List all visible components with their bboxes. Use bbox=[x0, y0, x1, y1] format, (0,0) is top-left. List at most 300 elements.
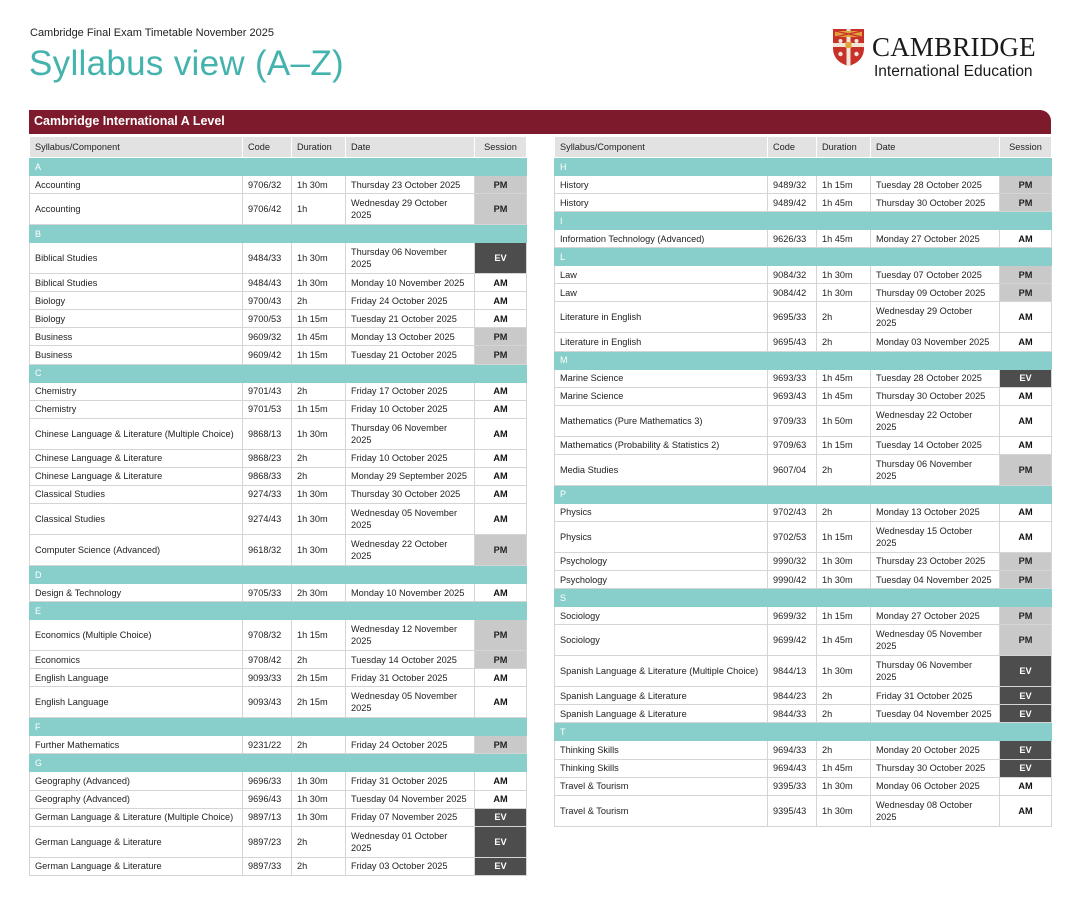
duration-cell: 1h 30m bbox=[817, 795, 871, 826]
section-letter-row bbox=[30, 364, 527, 382]
session-cell: AM bbox=[475, 467, 527, 485]
code-cell: 9706/32 bbox=[243, 176, 292, 194]
session-cell: PM bbox=[1000, 607, 1052, 625]
date-cell: Friday 03 October 2025 bbox=[346, 857, 475, 875]
code-cell: 9696/33 bbox=[243, 772, 292, 790]
session-cell: AM bbox=[475, 584, 527, 602]
syllabus-cell: Accounting bbox=[30, 194, 243, 225]
code-cell: 9844/13 bbox=[768, 656, 817, 687]
syllabus-cell: Literature in English bbox=[555, 333, 768, 351]
session-cell: EV bbox=[1000, 656, 1052, 687]
cambridge-shield-icon bbox=[832, 28, 865, 67]
session-cell: AM bbox=[1000, 302, 1052, 333]
table-row bbox=[555, 369, 1052, 387]
duration-cell: 1h 30m bbox=[817, 777, 871, 795]
session-cell: AM bbox=[475, 310, 527, 328]
section-letter: F bbox=[30, 718, 527, 736]
duration-cell: 2h bbox=[292, 382, 346, 400]
code-cell: 9897/13 bbox=[243, 808, 292, 826]
table-row bbox=[555, 436, 1052, 454]
session-cell: EV bbox=[475, 826, 527, 857]
duration-cell: 1h 15m bbox=[292, 310, 346, 328]
code-cell: 9084/32 bbox=[768, 266, 817, 284]
duration-cell: 1h 30m bbox=[817, 266, 871, 284]
code-cell: 9990/42 bbox=[768, 571, 817, 589]
syllabus-cell: Law bbox=[555, 284, 768, 302]
date-cell: Monday 13 October 2025 bbox=[346, 328, 475, 346]
date-cell: Thursday 30 October 2025 bbox=[871, 759, 1000, 777]
session-cell: PM bbox=[475, 651, 527, 669]
syllabus-cell: History bbox=[555, 176, 768, 194]
session-cell: AM bbox=[475, 292, 527, 310]
code-cell: 9696/43 bbox=[243, 790, 292, 808]
code-cell: 9695/43 bbox=[768, 333, 817, 351]
section-letter-row bbox=[555, 485, 1052, 503]
table-row bbox=[30, 382, 527, 400]
duration-cell: 2h bbox=[292, 449, 346, 467]
date-cell: Wednesday 15 October 2025 bbox=[871, 521, 1000, 552]
syllabus-cell: Marine Science bbox=[555, 387, 768, 405]
duration-cell: 1h 30m bbox=[292, 790, 346, 808]
duration-cell: 1h 30m bbox=[817, 284, 871, 302]
section-letter-row bbox=[555, 248, 1052, 266]
date-cell: Friday 17 October 2025 bbox=[346, 382, 475, 400]
syllabus-cell: Economics (Multiple Choice) bbox=[30, 620, 243, 651]
syllabus-cell: Classical Studies bbox=[30, 504, 243, 535]
duration-cell: 2h 15m bbox=[292, 669, 346, 687]
date-cell: Wednesday 05 November 2025 bbox=[346, 687, 475, 718]
code-cell: 9695/33 bbox=[768, 302, 817, 333]
syllabus-cell: Physics bbox=[555, 503, 768, 521]
code-cell: 9702/43 bbox=[768, 503, 817, 521]
session-cell: AM bbox=[475, 687, 527, 718]
duration-cell: 1h 30m bbox=[817, 552, 871, 570]
duration-cell: 2h bbox=[817, 454, 871, 485]
session-cell: PM bbox=[1000, 284, 1052, 302]
duration-cell: 1h 15m bbox=[292, 346, 346, 364]
section-letter: D bbox=[30, 566, 527, 584]
logo-tagline: International Education bbox=[874, 63, 1033, 80]
syllabus-cell: English Language bbox=[30, 687, 243, 718]
table-row bbox=[30, 274, 527, 292]
table-row bbox=[30, 346, 527, 364]
session-cell: PM bbox=[1000, 266, 1052, 284]
session-cell: AM bbox=[1000, 230, 1052, 248]
date-cell: Friday 10 October 2025 bbox=[346, 400, 475, 418]
session-cell: AM bbox=[1000, 777, 1052, 795]
session-cell: AM bbox=[1000, 387, 1052, 405]
date-cell: Thursday 30 October 2025 bbox=[346, 485, 475, 503]
code-cell: 9709/33 bbox=[768, 405, 817, 436]
cambridge-logo bbox=[832, 28, 1052, 82]
column-header-date: Date bbox=[346, 137, 475, 158]
date-cell: Thursday 23 October 2025 bbox=[871, 552, 1000, 570]
syllabus-cell: Travel & Tourism bbox=[555, 777, 768, 795]
column-header-code: Code bbox=[768, 137, 817, 158]
code-cell: 9395/43 bbox=[768, 795, 817, 826]
duration-cell: 1h 30m bbox=[292, 535, 346, 566]
date-cell: Thursday 09 October 2025 bbox=[871, 284, 1000, 302]
syllabus-cell: Marine Science bbox=[555, 369, 768, 387]
section-letter-row bbox=[30, 754, 527, 772]
session-cell: AM bbox=[1000, 521, 1052, 552]
code-cell: 9618/32 bbox=[243, 535, 292, 566]
code-cell: 9694/33 bbox=[768, 741, 817, 759]
syllabus-cell: Spanish Language & Literature bbox=[555, 705, 768, 723]
syllabus-cell: Biblical Studies bbox=[30, 243, 243, 274]
syllabus-cell: Design & Technology bbox=[30, 584, 243, 602]
syllabus-cell: Biblical Studies bbox=[30, 274, 243, 292]
code-cell: 9626/33 bbox=[768, 230, 817, 248]
table-row bbox=[555, 625, 1052, 656]
syllabus-cell: German Language & Literature bbox=[30, 826, 243, 857]
session-cell: AM bbox=[1000, 436, 1052, 454]
date-cell: Wednesday 22 October 2025 bbox=[871, 405, 1000, 436]
section-letter: B bbox=[30, 225, 527, 243]
code-cell: 9609/32 bbox=[243, 328, 292, 346]
session-cell: EV bbox=[1000, 369, 1052, 387]
date-cell: Monday 27 October 2025 bbox=[871, 607, 1000, 625]
duration-cell: 1h 30m bbox=[292, 772, 346, 790]
date-cell: Friday 24 October 2025 bbox=[346, 292, 475, 310]
table-row bbox=[30, 669, 527, 687]
code-cell: 9897/23 bbox=[243, 826, 292, 857]
duration-cell: 1h 15m bbox=[817, 521, 871, 552]
table-row bbox=[30, 467, 527, 485]
duration-cell: 1h 50m bbox=[817, 405, 871, 436]
column-header-duration: Duration bbox=[292, 137, 346, 158]
date-cell: Friday 24 October 2025 bbox=[346, 736, 475, 754]
table-row bbox=[30, 535, 527, 566]
syllabus-cell: Information Technology (Advanced) bbox=[555, 230, 768, 248]
duration-cell: 1h 30m bbox=[292, 485, 346, 503]
code-cell: 9844/33 bbox=[768, 705, 817, 723]
syllabus-cell: Physics bbox=[555, 521, 768, 552]
column-header-syllabus: Syllabus/Component bbox=[555, 137, 768, 158]
session-cell: AM bbox=[475, 790, 527, 808]
session-cell: AM bbox=[475, 418, 527, 449]
syllabus-cell: Literature in English bbox=[555, 302, 768, 333]
syllabus-cell: Chinese Language & Literature (Multiple Choice) bbox=[30, 418, 243, 449]
table-row bbox=[555, 607, 1052, 625]
table-row bbox=[555, 405, 1052, 436]
section-letter: M bbox=[555, 351, 1052, 369]
duration-cell: 1h 15m bbox=[817, 607, 871, 625]
table-row bbox=[30, 194, 527, 225]
syllabus-cell: Travel & Tourism bbox=[555, 795, 768, 826]
duration-cell: 1h 15m bbox=[817, 176, 871, 194]
code-cell: 9274/43 bbox=[243, 504, 292, 535]
code-cell: 9701/53 bbox=[243, 400, 292, 418]
duration-cell: 1h 45m bbox=[817, 230, 871, 248]
duration-cell: 2h bbox=[292, 467, 346, 485]
date-cell: Friday 10 October 2025 bbox=[346, 449, 475, 467]
syllabus-cell: Chemistry bbox=[30, 400, 243, 418]
table-row bbox=[30, 418, 527, 449]
session-cell: AM bbox=[1000, 795, 1052, 826]
table-row bbox=[555, 176, 1052, 194]
date-cell: Monday 29 September 2025 bbox=[346, 467, 475, 485]
session-cell: AM bbox=[475, 382, 527, 400]
session-cell: PM bbox=[475, 346, 527, 364]
syllabus-cell: Mathematics (Probability & Statistics 2) bbox=[555, 436, 768, 454]
duration-cell: 1h 30m bbox=[292, 274, 346, 292]
duration-cell: 1h 30m bbox=[292, 243, 346, 274]
timetable-right bbox=[554, 136, 1052, 827]
syllabus-cell: Business bbox=[30, 346, 243, 364]
document-subtitle: Cambridge Final Exam Timetable November 2025 bbox=[30, 27, 274, 39]
section-letter-row bbox=[555, 723, 1052, 741]
session-cell: PM bbox=[475, 535, 527, 566]
syllabus-cell: Media Studies bbox=[555, 454, 768, 485]
date-cell: Monday 03 November 2025 bbox=[871, 333, 1000, 351]
syllabus-cell: Chemistry bbox=[30, 382, 243, 400]
logo-wordmark: CAMBRIDGE bbox=[872, 32, 1036, 62]
table-row bbox=[30, 651, 527, 669]
code-cell: 9705/33 bbox=[243, 584, 292, 602]
table-row bbox=[30, 584, 527, 602]
date-cell: Wednesday 01 October 2025 bbox=[346, 826, 475, 857]
session-cell: AM bbox=[475, 772, 527, 790]
duration-cell: 1h 30m bbox=[292, 504, 346, 535]
table-row bbox=[555, 284, 1052, 302]
code-cell: 9700/53 bbox=[243, 310, 292, 328]
date-cell: Friday 31 October 2025 bbox=[871, 687, 1000, 705]
duration-cell: 1h 30m bbox=[292, 808, 346, 826]
date-cell: Wednesday 29 October 2025 bbox=[871, 302, 1000, 333]
table-row bbox=[555, 795, 1052, 826]
table-row bbox=[30, 790, 527, 808]
code-cell: 9484/33 bbox=[243, 243, 292, 274]
section-letter: I bbox=[555, 212, 1052, 230]
date-cell: Monday 10 November 2025 bbox=[346, 274, 475, 292]
table-row bbox=[30, 292, 527, 310]
code-cell: 9706/42 bbox=[243, 194, 292, 225]
column-header-duration: Duration bbox=[817, 137, 871, 158]
section-letter-row bbox=[555, 351, 1052, 369]
section-letter: E bbox=[30, 602, 527, 620]
date-cell: Wednesday 12 November 2025 bbox=[346, 620, 475, 651]
date-cell: Tuesday 04 November 2025 bbox=[346, 790, 475, 808]
syllabus-cell: Spanish Language & Literature (Multiple Choice) bbox=[555, 656, 768, 687]
table-row bbox=[555, 759, 1052, 777]
duration-cell: 2h bbox=[292, 857, 346, 875]
timetable-left bbox=[29, 136, 527, 876]
duration-cell: 1h 45m bbox=[817, 387, 871, 405]
syllabus-cell: Sociology bbox=[555, 607, 768, 625]
table-row bbox=[555, 387, 1052, 405]
code-cell: 9868/13 bbox=[243, 418, 292, 449]
session-cell: AM bbox=[475, 504, 527, 535]
date-cell: Thursday 06 November 2025 bbox=[871, 454, 1000, 485]
table-row bbox=[30, 243, 527, 274]
date-cell: Tuesday 21 October 2025 bbox=[346, 310, 475, 328]
session-cell: PM bbox=[475, 176, 527, 194]
date-cell: Tuesday 04 November 2025 bbox=[871, 705, 1000, 723]
code-cell: 9484/43 bbox=[243, 274, 292, 292]
code-cell: 9693/43 bbox=[768, 387, 817, 405]
table-row bbox=[555, 656, 1052, 687]
duration-cell: 2h bbox=[817, 302, 871, 333]
syllabus-cell: Geography (Advanced) bbox=[30, 790, 243, 808]
column-header-session: Session bbox=[475, 137, 527, 158]
section-letter-row bbox=[555, 212, 1052, 230]
section-letter: C bbox=[30, 364, 527, 382]
date-cell: Thursday 06 November 2025 bbox=[346, 418, 475, 449]
duration-cell: 1h 30m bbox=[292, 418, 346, 449]
syllabus-cell: German Language & Literature (Multiple Choice) bbox=[30, 808, 243, 826]
session-cell: PM bbox=[475, 328, 527, 346]
session-cell: EV bbox=[1000, 741, 1052, 759]
table-header-row bbox=[555, 137, 1052, 158]
section-letter: H bbox=[555, 158, 1052, 176]
code-cell: 9701/43 bbox=[243, 382, 292, 400]
duration-cell: 2h bbox=[817, 741, 871, 759]
session-cell: AM bbox=[1000, 405, 1052, 436]
duration-cell: 2h bbox=[292, 736, 346, 754]
section-letter-row bbox=[555, 158, 1052, 176]
date-cell: Thursday 06 November 2025 bbox=[346, 243, 475, 274]
section-letter: L bbox=[555, 248, 1052, 266]
section-letter: T bbox=[555, 723, 1052, 741]
column-header-session: Session bbox=[1000, 137, 1052, 158]
code-cell: 9084/42 bbox=[768, 284, 817, 302]
table-row bbox=[555, 552, 1052, 570]
code-cell: 9489/42 bbox=[768, 194, 817, 212]
section-letter-row bbox=[30, 602, 527, 620]
syllabus-cell: Further Mathematics bbox=[30, 736, 243, 754]
session-cell: PM bbox=[1000, 454, 1052, 485]
table-row bbox=[30, 772, 527, 790]
section-letter-row bbox=[30, 566, 527, 584]
date-cell: Thursday 06 November 2025 bbox=[871, 656, 1000, 687]
duration-cell: 2h bbox=[292, 292, 346, 310]
code-cell: 9609/42 bbox=[243, 346, 292, 364]
session-cell: EV bbox=[1000, 759, 1052, 777]
session-cell: PM bbox=[1000, 625, 1052, 656]
code-cell: 9700/43 bbox=[243, 292, 292, 310]
duration-cell: 1h 45m bbox=[817, 194, 871, 212]
syllabus-cell: Computer Science (Advanced) bbox=[30, 535, 243, 566]
section-letter-row bbox=[555, 589, 1052, 607]
section-letter: G bbox=[30, 754, 527, 772]
session-cell: PM bbox=[475, 736, 527, 754]
table-row bbox=[555, 454, 1052, 485]
session-cell: AM bbox=[1000, 333, 1052, 351]
date-cell: Tuesday 14 October 2025 bbox=[346, 651, 475, 669]
date-cell: Monday 13 October 2025 bbox=[871, 503, 1000, 521]
duration-cell: 2h bbox=[817, 687, 871, 705]
session-cell: EV bbox=[1000, 687, 1052, 705]
syllabus-cell: Chinese Language & Literature bbox=[30, 467, 243, 485]
duration-cell: 1h 30m bbox=[292, 176, 346, 194]
table-row bbox=[555, 302, 1052, 333]
code-cell: 9708/42 bbox=[243, 651, 292, 669]
duration-cell: 1h 15m bbox=[292, 400, 346, 418]
session-cell: AM bbox=[475, 400, 527, 418]
code-cell: 9274/33 bbox=[243, 485, 292, 503]
syllabus-cell: English Language bbox=[30, 669, 243, 687]
section-letter: S bbox=[555, 589, 1052, 607]
table-row bbox=[555, 266, 1052, 284]
date-cell: Tuesday 04 November 2025 bbox=[871, 571, 1000, 589]
duration-cell: 1h 15m bbox=[817, 436, 871, 454]
section-letter-row bbox=[30, 158, 527, 176]
code-cell: 9702/53 bbox=[768, 521, 817, 552]
section-letter-row bbox=[30, 225, 527, 243]
syllabus-cell: Geography (Advanced) bbox=[30, 772, 243, 790]
date-cell: Tuesday 28 October 2025 bbox=[871, 176, 1000, 194]
syllabus-cell: Psychology bbox=[555, 552, 768, 570]
code-cell: 9093/33 bbox=[243, 669, 292, 687]
table-row bbox=[555, 571, 1052, 589]
table-row bbox=[30, 328, 527, 346]
syllabus-cell: German Language & Literature bbox=[30, 857, 243, 875]
date-cell: Monday 06 October 2025 bbox=[871, 777, 1000, 795]
table-row bbox=[30, 485, 527, 503]
code-cell: 9709/63 bbox=[768, 436, 817, 454]
table-row bbox=[555, 521, 1052, 552]
column-header-syllabus: Syllabus/Component bbox=[30, 137, 243, 158]
date-cell: Thursday 23 October 2025 bbox=[346, 176, 475, 194]
date-cell: Monday 20 October 2025 bbox=[871, 741, 1000, 759]
date-cell: Tuesday 07 October 2025 bbox=[871, 266, 1000, 284]
session-cell: AM bbox=[475, 669, 527, 687]
table-row bbox=[555, 777, 1052, 795]
duration-cell: 1h 30m bbox=[817, 571, 871, 589]
column-header-date: Date bbox=[871, 137, 1000, 158]
session-cell: AM bbox=[1000, 503, 1052, 521]
date-cell: Monday 10 November 2025 bbox=[346, 584, 475, 602]
section-letter-row bbox=[30, 718, 527, 736]
date-cell: Wednesday 05 November 2025 bbox=[871, 625, 1000, 656]
code-cell: 9607/04 bbox=[768, 454, 817, 485]
code-cell: 9708/32 bbox=[243, 620, 292, 651]
session-cell: PM bbox=[475, 194, 527, 225]
duration-cell: 1h bbox=[292, 194, 346, 225]
section-letter: P bbox=[555, 485, 1052, 503]
duration-cell: 1h 15m bbox=[292, 620, 346, 651]
code-cell: 9990/32 bbox=[768, 552, 817, 570]
table-row bbox=[555, 194, 1052, 212]
code-cell: 9699/42 bbox=[768, 625, 817, 656]
code-cell: 9868/33 bbox=[243, 467, 292, 485]
session-cell: AM bbox=[475, 485, 527, 503]
syllabus-cell: Thinking Skills bbox=[555, 741, 768, 759]
table-row bbox=[555, 230, 1052, 248]
duration-cell: 2h bbox=[292, 826, 346, 857]
table-row bbox=[555, 741, 1052, 759]
date-cell: Tuesday 14 October 2025 bbox=[871, 436, 1000, 454]
table-row bbox=[30, 857, 527, 875]
syllabus-cell: Classical Studies bbox=[30, 485, 243, 503]
date-cell: Tuesday 28 October 2025 bbox=[871, 369, 1000, 387]
date-cell: Wednesday 29 October 2025 bbox=[346, 194, 475, 225]
session-cell: AM bbox=[475, 449, 527, 467]
syllabus-cell: Biology bbox=[30, 292, 243, 310]
table-row bbox=[30, 504, 527, 535]
syllabus-cell: Sociology bbox=[555, 625, 768, 656]
date-cell: Friday 31 October 2025 bbox=[346, 772, 475, 790]
session-cell: PM bbox=[1000, 194, 1052, 212]
syllabus-cell: Chinese Language & Literature bbox=[30, 449, 243, 467]
table-row bbox=[30, 620, 527, 651]
table-row bbox=[30, 176, 527, 194]
table-header-row bbox=[30, 137, 527, 158]
date-cell: Tuesday 21 October 2025 bbox=[346, 346, 475, 364]
syllabus-cell: Economics bbox=[30, 651, 243, 669]
code-cell: 9489/32 bbox=[768, 176, 817, 194]
